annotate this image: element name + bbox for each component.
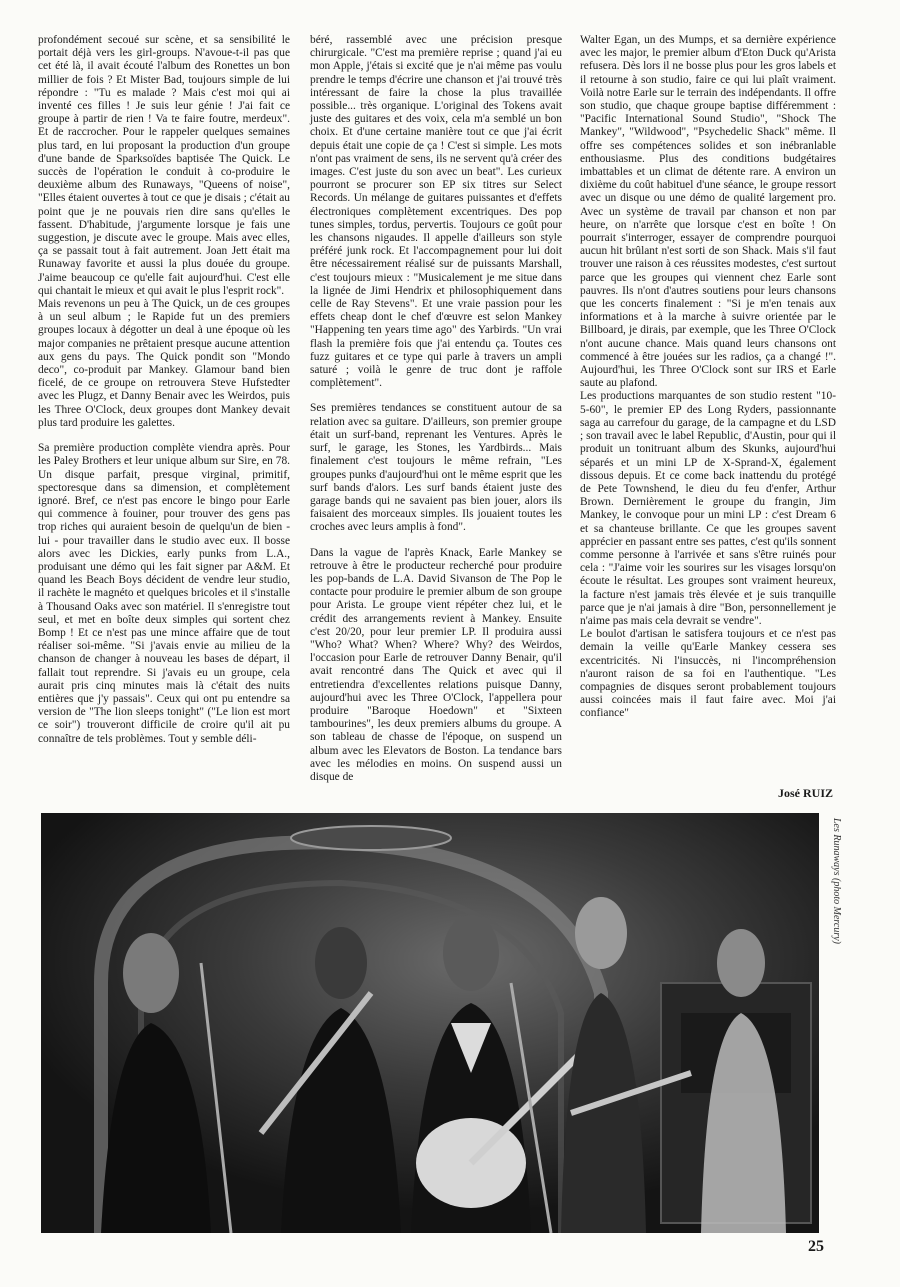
paragraph: Le boulot d'artisan le satisfera toujours et ce n'est pas demain la veille qu'Earle Mankey cessera ses excentricités. Ni l'insuccès, ni l'incompréhension n'auront raison de sa foi en l'authentique. "Les compagnies de disques seront probablement toujours aussi coincées mais il faut faire avec. Moi j'ai confiance"	[580, 628, 836, 720]
paragraph: Sa première production complète viendra après. Pour les Paley Brothers et leur unique album sur Sire, en 78. Un disque parfait, presque virginal, primitif, spectoresque dans sa dimension, et complètement ignoré. Bref, ce n'est pas encore le bingo pour Earle qui commence à fouiner, pour trouver des gens pas trop riches qui auraient besoin de quelqu'un de bien - lui - pour travailler dans le studio avec eux. Il bosse alors avec les Dickies, early punks from L.A., produisant une démo qui les fait signer par A&M. Et quand les Beach Boys décident de vendre leur studio, il rachète le magnéto et quelques bricoles et il s'installe à Thousand Oaks avec son matériel. Il s'enregistre tout seul, et met en boîte deux simples qui sortent chez Bomp ! Et ce n'est pas une mince affaire que de tout réaliser soi-même. "Si j'avais envie au milieu de la chanson de changer à nouveau les bases de départ, il fallait tout reprendre. Si j'avais eu un groupe, cela aurait pris cinq minutes mais là c'était des nuits entières que j'y passais". Ceux qui ont pu entendre sa version de "The lion sleeps tonight" ("Le lion est mort ce soir") trouveront difficile de croire qu'il ait pu connaître de tels problèmes. Tout y semble déli-	[38, 442, 290, 745]
page-number: 25	[808, 1238, 824, 1255]
article-column-3	[580, 34, 836, 733]
paragraph: Dans la vague de l'après Knack, Earle Mankey se retrouve à être le producteur recherché pour produire les pop-bands de L.A. David Sivanson de The Pop le contacte pour produire le premier album de son groupe pour Arista. Le groupe vient répéter chez lui, et le crédit des arrangements revient à Mankey. Ensuite c'est 20/20, pour leur premier LP. Il produira aussi "Who? What? When? Where? Why? des Weirdos, l'occasion pour Earle de retrouver Danny Benair, qu'il avait rencontré dans The Quick et avec qui il entretiendra d'excellentes relations puisque Danny, aujourd'hui avec les Three O'Clock, l'appellera pour produire "Baroque Hoedown" et "Sixteen tambourines", les deux premiers albums du groupe. A son tableau de chasse de l'époque, on suspend un album avec les Elevators de Boston. La tendance bars avec les mélodies en moins. On suspend aussi un disque de	[310, 546, 562, 783]
photo-caption: Les Runaways (photo Mercury)	[831, 818, 842, 944]
paragraph: Les productions marquantes de son studio restent "10-5-60", le premier EP des Long Ryders, passionnante saga au carrefour du garage, de la campagne et du LSD ; son travail avec le label Republic, d'Austin, pour qui il produit un tonitruant album des Skunks, aujourd'hui séparés et un mini LP de X-Sprand-X, également dissous depuis. Et ce come back inattendu du protégé de Pete Townshend, le dieu du feu d'enfer, Arthur Brown. Dernièrement le groupe du frangin, Jim Mankey, le convoque pour un mini LP : c'est Dream 6 et sa chanteuse brillante. Ce que les groupes savent apprécier en passant entre ses pattes, c'est qu'ils sonnent comme personne à l'arrivée et sans s'être ruinés pour cela : "J'aime voir les sourires sur les visages lorsqu'on écoute le résultat. Les groupes sont vraiment heureux, la facture n'est jamais très élevée et je suis tranquille parce que je n'ai jamais à dire "Bon, personnellement je n'aime pas mais cela devrait se vendre".	[580, 390, 836, 627]
paragraph: béré, rassemblé avec une précision presque chirurgicale. "C'est ma première reprise ; quand j'ai eu mon Apple, j'étais si excité que je n'ai même pas voulu prendre le temps d'écrire une chanson et j'ai trouvé très intéressant de faire la chose la plus travaillée possible... très organique. L'original des Tokens avait juste des guitares et des voix, cela m'a semblé un bon choix. Et d'une certaine manière tout ce que j'ai écrit depuis était une copie de ça ! C'est si simple. Les mots n'ont pas vraiment de sens, ils ne servent qu'à créer des images. C'est juste du son avec un beat". Les curieux pourront se procurer son EP six titres sur Select Records. Un mélange de guitares puissantes et d'effets électroniques complètement excentriques. Des pop tunes simples, tordus, pervertis. Toujours ce goût pour les chansons nigaudes. Il appelle d'ailleurs son style préféré junk rock. Et l'accompagnement pour lui doit être nécessairement réalisé sur de puissants Marshall, c'est toujours mieux : "Musicalement je me situe dans la lignée de Jimi Hendrix et philosophiquement dans celle de Ray Stevens". Et une vraie passion pour les effets cheap dont le chef d'œuvre est selon Mankey "Happening ten years time ago" des Yarbirds. "Un vrai flash la première fois que j'ai entendu ça. Toutes ces fuzz guitares et ce type qui parle à travers un ampli saturé ; voilà le genre de truc dont je raffole complètement".	[310, 34, 562, 390]
photo-illustration	[41, 813, 819, 1233]
author-signature: José RUIZ	[777, 786, 833, 800]
paragraph: Walter Egan, un des Mumps, et sa dernière expérience avec les major, le premier album d'Eton Duck qu'Arista refusera. Dès lors il ne bosse plus pour les gros labels et il retourne à son studio, faire ce qui lui plaît vraiment. Voilà notre Earle sur le terrain des indépendants. Il offre son studio, que chaque groupe baptise différemment : "Pacific International Sound Studio", "Shock The Mankey", "Wildwood", "Psychedelic Shack" même. Il offre ses compétences solides et son inébranlable enthousiasme. Plus des conditions budgétaires imbattables et un climat de détente rare. A environ un dixième du coût habituel d'une séance, le groupe ressort avec un disque ou une démo de qualité largement pro. Avec un système de travail par chanson et non par heure, on n'arrête que lorsque c'est en boîte ! On pourrait s'interroger, essayer de comprendre pourquoi aucun hit brûlant n'est sorti de son Shack. Mais s'il faut trouver une raison à ces réussites modestes, c'est surtout parce que les groupes qui viennent chez Earle sont pauvres. Ils n'ont d'autres soutiens pour leurs chansons que les concerts finalement : "Si je m'en tenais aux informations et à la marche à suivre orientée par le Billboard, je dirais, par exemple, que les Three O'Clock n'ont aucune chance. Mais quand leurs chansons ont commencé à être jouées sur les radios, ça a changé !". Aujourd'hui, les Three O'Clock sont sur IRS et Earle saute au plafond.	[580, 34, 836, 390]
paragraph: Mais revenons un peu à The Quick, un de ces groupes à un seul album ; le Rapide fut un des premiers groupes locaux à dégotter un deal à une époque où les major companies ne prêtaient presque aucune attention aux gens du pays. The Quick pondit son "Mondo deco", co-produit par Mankey. Glamour band bien ficelé, de ce groupe on retrouvera Steve Hufstedter avec les Plugz, et Danny Benair avec les Weirdos, puis les Three O'Clock, deux groupes dont Mankey devait plus tard produire les galettes.	[38, 298, 290, 429]
paragraph: profondément secoué sur scène, et sa sensibilité le portait déjà vers les girl-groups. N'avoue-t-il pas que cet été là, il avait écouté l'album des Ronettes un bon millier de fois ? Et Mister Bad, toujours simple de lui répondre : "Tu es malade ? Mais c'est moi qui ai inventé ces filles ! Je suis leur génie ! J'ai fait ce groupe à partir de rien ! Va te faire foutre, merdeux". Et de raccrocher. Pour le rappeler quelques semaines plus tard, en lui proposant la production d'un groupe d'une bande de Sparksoïdes baptisée The Quick. Le succès de l'opération le conduit à co-produire le deuxième album des Runaways, "Queens of noise", "Elles étaient ouvertes à tout ce que je disais ; c'était au point que je ne pouvais rien dire sans qu'elles le fassent. D'habitude, j'argumente lorsque je fais une suggestion, je discute avec le groupe. Mais avec elles, ça se passait tout à fait autrement. Joan Jett était ma Runaway favorite et aussi la plus douée du groupe. J'aime beaucoup ce qu'elle fait aujourd'hui. C'est elle qui chantait le mieux et qui avait le plus l'esprit rock".	[38, 34, 290, 297]
band-photo	[41, 813, 819, 1233]
paragraph: Ses premières tendances se constituent autour de sa relation avec sa guitare. D'ailleurs, son premier groupe était un surf-band, reprenant les Ventures. Après le surf, le garage, les Stones, les Yardbirds... Mais finalement c'est toujours le même refrain, "Les groupes punks d'aujourd'hui ont le même esprit que les surf bands d'alors. Les surf bands étaient juste des garage bands qui ne savaient pas bien jouer, alors ils faisaient des morceaux simples. Ils jouaient toutes les croches avec leurs amplis à fond".	[310, 402, 562, 534]
article-column-1	[38, 34, 290, 758]
article-column-2	[310, 34, 562, 796]
